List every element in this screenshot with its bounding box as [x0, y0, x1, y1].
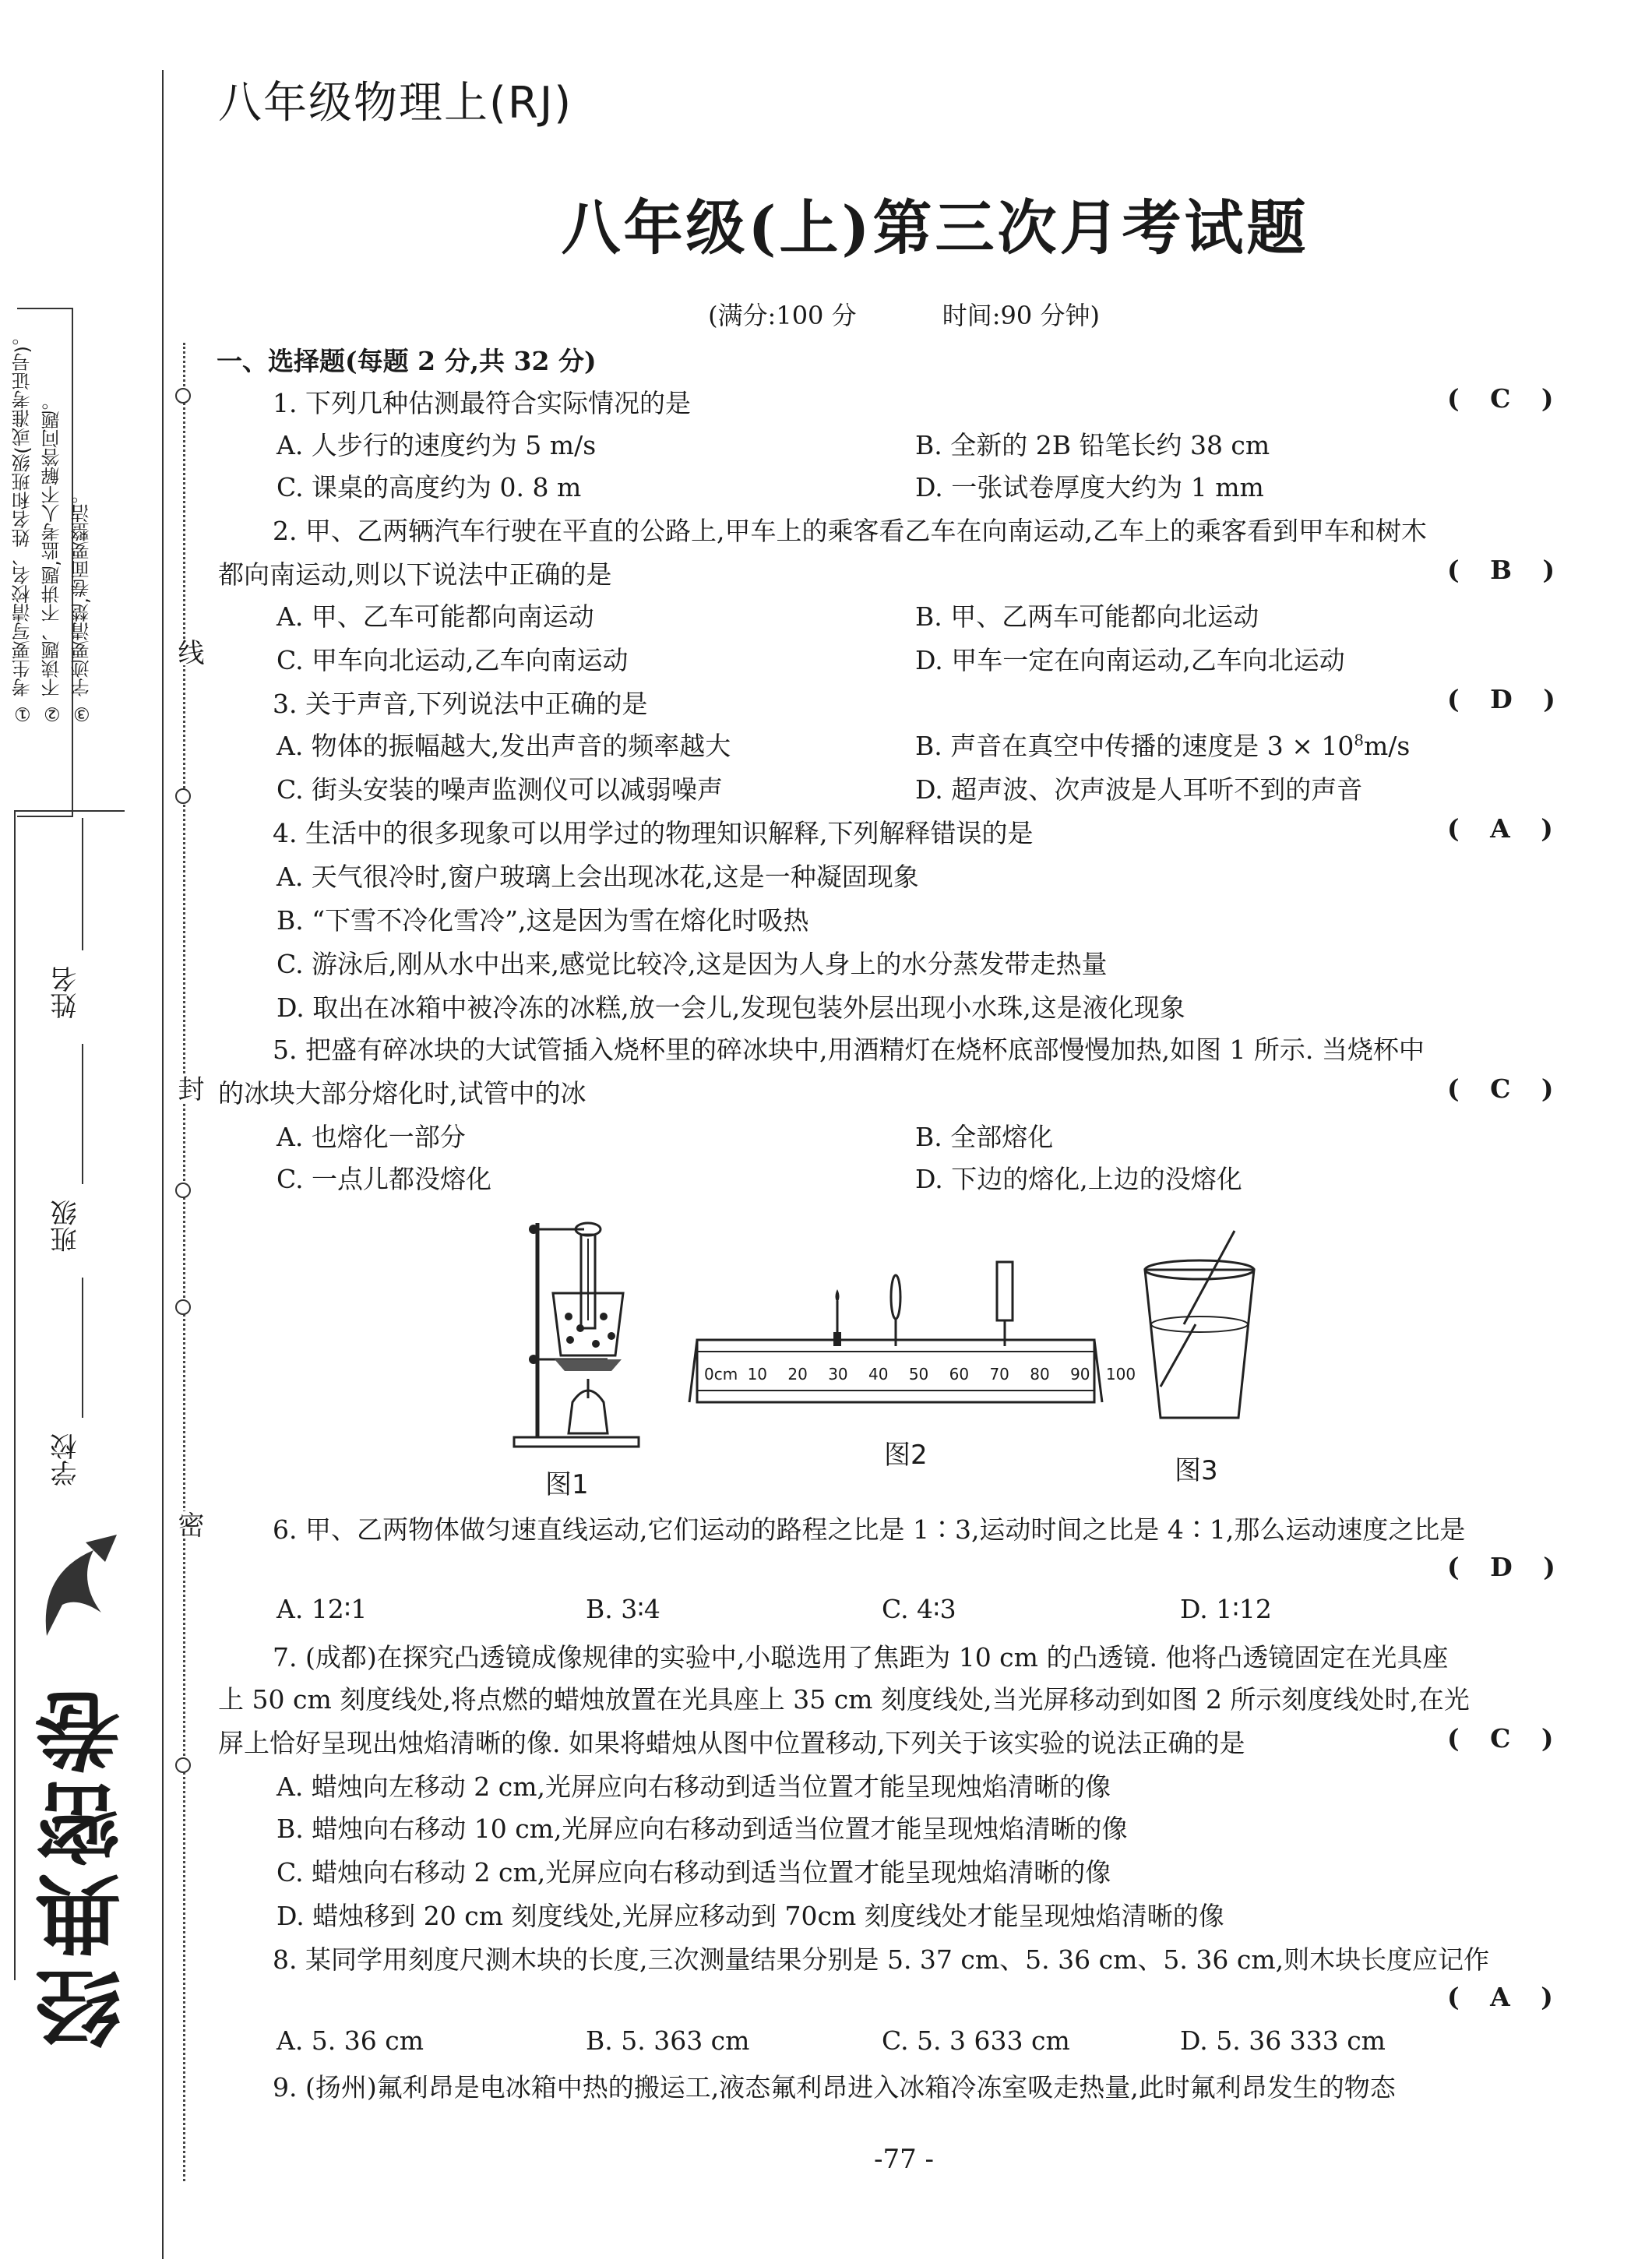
q3-option-d: D. 超声波、次声波是人耳听不到的声音: [915, 774, 1363, 805]
q4-answer: ( A ): [1447, 813, 1564, 844]
figure-1-heating-apparatus: [498, 1215, 654, 1449]
section-heading: 一、选择题(每题 2 分,共 32 分): [217, 346, 597, 376]
q2-option-a: A. 甲、乙车可能都向南运动: [277, 601, 594, 632]
q5-option-c: C. 一点儿都没熔化: [277, 1164, 492, 1194]
ruler-tick: 60: [949, 1365, 970, 1384]
q1-option-b: B. 全新的 2B 铅笔长约 38 cm: [915, 430, 1270, 460]
q7-stem-line1: 7. (成都)在探究凸透镜成像规律的实验中,小聪选用了焦距为 10 cm 的凸透镜. 他将凸透镜固定在光具座: [273, 1642, 1449, 1673]
q6-answer: ( D ): [1447, 1552, 1566, 1582]
q3-answer: ( D ): [1447, 684, 1566, 714]
q6-stem: 6. 甲、乙两物体做匀速直线运动,它们运动的路程之比是 1∶3,运动时间之比是 4∶1,那么运动速度之比是: [273, 1514, 1466, 1545]
q8-option-b: B. 5. 363 cm: [586, 2025, 750, 2056]
ruler-tick: 0cm: [704, 1365, 738, 1384]
q5-option-d: D. 下边的熔化,上边的没熔化: [915, 1164, 1242, 1194]
q3-option-b-exponent: 8: [1354, 731, 1364, 749]
ruler-ticks: [704, 1365, 1136, 1384]
ruler-tick: 70: [989, 1365, 1009, 1384]
q4-stem: 4. 生活中的很多现象可以用学过的物理知识解释,下列解释错误的是: [273, 818, 1034, 848]
q8-answer: ( A ): [1447, 1982, 1564, 2012]
ruler-tick: 20: [787, 1365, 808, 1384]
q8-option-c: C. 5. 3 633 cm: [882, 2025, 1070, 2056]
seal-dashed-line: [183, 343, 185, 2181]
q5-stem-line1: 5. 把盛有碎冰块的大试管插入烧杯里的碎冰块中,用酒精灯在烧杯底部慢慢加热,如图 1 所示. 当烧杯中: [273, 1035, 1425, 1065]
ruler-tick: 100: [1105, 1365, 1136, 1384]
seal-circle-1: [175, 388, 191, 404]
q7-stem-line3: 屏上恰好呈现出烛焰清晰的像. 如果将蜡烛从图中位置移动,下列关于该实验的说法正确的是: [218, 1728, 1245, 1758]
q5-option-b: B. 全部熔化: [915, 1122, 1054, 1152]
notice-line-3: ③ 字迹要清楚,卷面要整洁。: [71, 485, 93, 725]
ruler-tick: 50: [908, 1365, 929, 1384]
q7-stem-line2: 上 50 cm 刻度线处,将点燃的蜡烛放置在光具座上 35 cm 刻度线处,当光屏移动到如图 2 所示刻度线处时,在光: [218, 1684, 1470, 1715]
q1-option-a: A. 人步行的速度约为 5 m/s: [277, 430, 597, 460]
school-label: 学校: [51, 1433, 82, 1486]
q2-answer: ( B ): [1447, 555, 1566, 585]
q3-option-a: A. 物体的振幅越大,发出声音的频率越大: [277, 731, 731, 761]
q7-option-c: C. 蜡烛向右移动 2 cm,光屏应向右移动到适当位置才能呈现烛焰清晰的像: [277, 1857, 1111, 1888]
seal-circle-4: [175, 1299, 191, 1315]
name-blank[interactable]: [82, 818, 83, 950]
ruler-tick: 30: [828, 1365, 848, 1384]
q2-stem-line2: 都向南运动,则以下说法中正确的是: [218, 559, 612, 590]
q5-stem-line2: 的冰块大部分熔化时,试管中的冰: [218, 1078, 586, 1109]
q8-stem: 8. 某同学用刻度尺测木块的长度,三次测量结果分别是 5. 37 cm、5. 36 cm、5. 36 cm,则木块长度应记作: [273, 1944, 1490, 1975]
q9-stem: 9. (扬州)氟利昂是电冰箱中热的搬运工,液态氟利昂进入冰箱冷冻室吸走热量,此时氟利昂发生的物态: [273, 2072, 1396, 2103]
full-score: (满分:100 分: [708, 301, 857, 330]
q4-option-b: B. “下雪不冷化雪冷”,这是因为雪在熔化时吸热: [277, 905, 809, 936]
margin-border-line: [162, 70, 164, 2259]
seal-circle-3: [175, 1183, 191, 1198]
q1-stem: 1. 下列几种估测最符合实际情况的是: [273, 388, 691, 418]
exam-notice: [8, 327, 97, 724]
class-blank[interactable]: [82, 1044, 83, 1184]
seal-label-mi: 密: [170, 1511, 208, 1538]
q6-option-b: B. 3∶4: [586, 1594, 660, 1624]
q2-option-b: B. 甲、乙两车可能都向北运动: [915, 601, 1259, 632]
ruler-tick: 90: [1070, 1365, 1090, 1384]
q7-option-b: B. 蜡烛向右移动 10 cm,光屏应向右移动到适当位置才能呈现烛焰清晰的像: [277, 1814, 1128, 1844]
q2-option-c: C. 甲车向北运动,乙车向南运动: [277, 645, 629, 675]
exam-info: [0, 296, 1652, 332]
figure-3-caption: 图3: [1175, 1455, 1218, 1486]
q6-option-c: C. 4∶3: [882, 1594, 956, 1624]
ruler-tick: 80: [1030, 1365, 1050, 1384]
seal-circle-5: [175, 1757, 191, 1773]
notice-line-1: ① 考生要写清校名、姓名和班级(或准考证号)。: [12, 327, 33, 725]
school-blank[interactable]: [82, 1278, 83, 1418]
ruler-tick: 10: [747, 1365, 768, 1384]
page-title: 八年级(上)第三次月考试题: [561, 193, 1309, 263]
brand-logo-text: 经典密卷: [34, 1683, 135, 2050]
page-number: -77 -: [873, 2144, 935, 2175]
q7-option-d: D. 蜡烛移到 20 cm 刻度线处,光屏应移动到 70cm 刻度线处才能呈现烛焰清晰的像: [277, 1901, 1224, 1931]
q1-option-c: C. 课桌的高度约为 0. 8 m: [277, 472, 582, 502]
figure-1-caption: 图1: [545, 1469, 589, 1500]
q3-option-b: [915, 726, 1410, 763]
q1-answer: ( C ): [1447, 383, 1565, 414]
q8-option-a: A. 5. 36 cm: [277, 2025, 424, 2056]
q6-option-d: D. 1∶12: [1180, 1594, 1272, 1624]
ruler-tick: 40: [868, 1365, 889, 1384]
q3-option-b-text: B. 声音在真空中传播的速度是 3 × 10: [915, 731, 1354, 761]
q4-option-d: D. 取出在冰箱中被冷冻的冰糕,放一会儿,发现包装外层出现小水珠,这是液化现象: [277, 992, 1185, 1023]
figure-3-glass-with-straw: [1137, 1223, 1262, 1433]
name-label: 姓名: [51, 966, 82, 1019]
q3-option-c: C. 街头安装的噪声监测仪可以减弱噪声: [277, 774, 724, 805]
seal-label-xian: 线: [170, 639, 208, 665]
q6-option-a: A. 12∶1: [277, 1594, 368, 1624]
q7-answer: ( C ): [1447, 1723, 1565, 1754]
q2-stem-line1: 2. 甲、乙两辆汽车行驶在平直的公路上,甲车上的乘客看乙车在向南运动,乙车上的乘客看到甲车和树木: [273, 516, 1427, 546]
q4-option-c: C. 游泳后,刚从水中出来,感觉比较冷,这是因为人身上的水分蒸发带走热量: [277, 949, 1108, 979]
q3-stem: 3. 关于声音,下列说法中正确的是: [273, 689, 648, 719]
q4-option-a: A. 天气很冷时,窗户玻璃上会出现冰花,这是一种凝固现象: [277, 862, 919, 892]
figure-2-caption: 图2: [884, 1440, 928, 1471]
brand-swoosh-icon: [31, 1527, 125, 1651]
q5-answer: ( C ): [1447, 1073, 1565, 1104]
q7-option-a: A. 蜡烛向左移动 2 cm,光屏应向右移动到适当位置才能呈现烛焰清晰的像: [277, 1771, 1111, 1802]
q2-option-d: D. 甲车一定在向南运动,乙车向北运动: [915, 645, 1345, 675]
series-title: 八年级物理上(RJ): [218, 78, 573, 129]
q8-option-d: D. 5. 36 333 cm: [1180, 2025, 1386, 2056]
seal-label-feng: 封: [170, 1075, 208, 1102]
q5-option-a: A. 也熔化一部分: [277, 1122, 466, 1152]
figure-2-optical-bench: [685, 1246, 1106, 1418]
seal-circle-2: [175, 788, 191, 804]
exam-time: 时间:90 分钟): [942, 301, 1100, 330]
q3-option-b-unit: m/s: [1363, 731, 1411, 761]
notice-line-2: ② 不读题、不讲题,监考人不解答问题。: [41, 392, 63, 725]
class-label: 班级: [51, 1200, 82, 1253]
q1-option-d: D. 一张试卷厚度大约为 1 mm: [915, 472, 1264, 502]
